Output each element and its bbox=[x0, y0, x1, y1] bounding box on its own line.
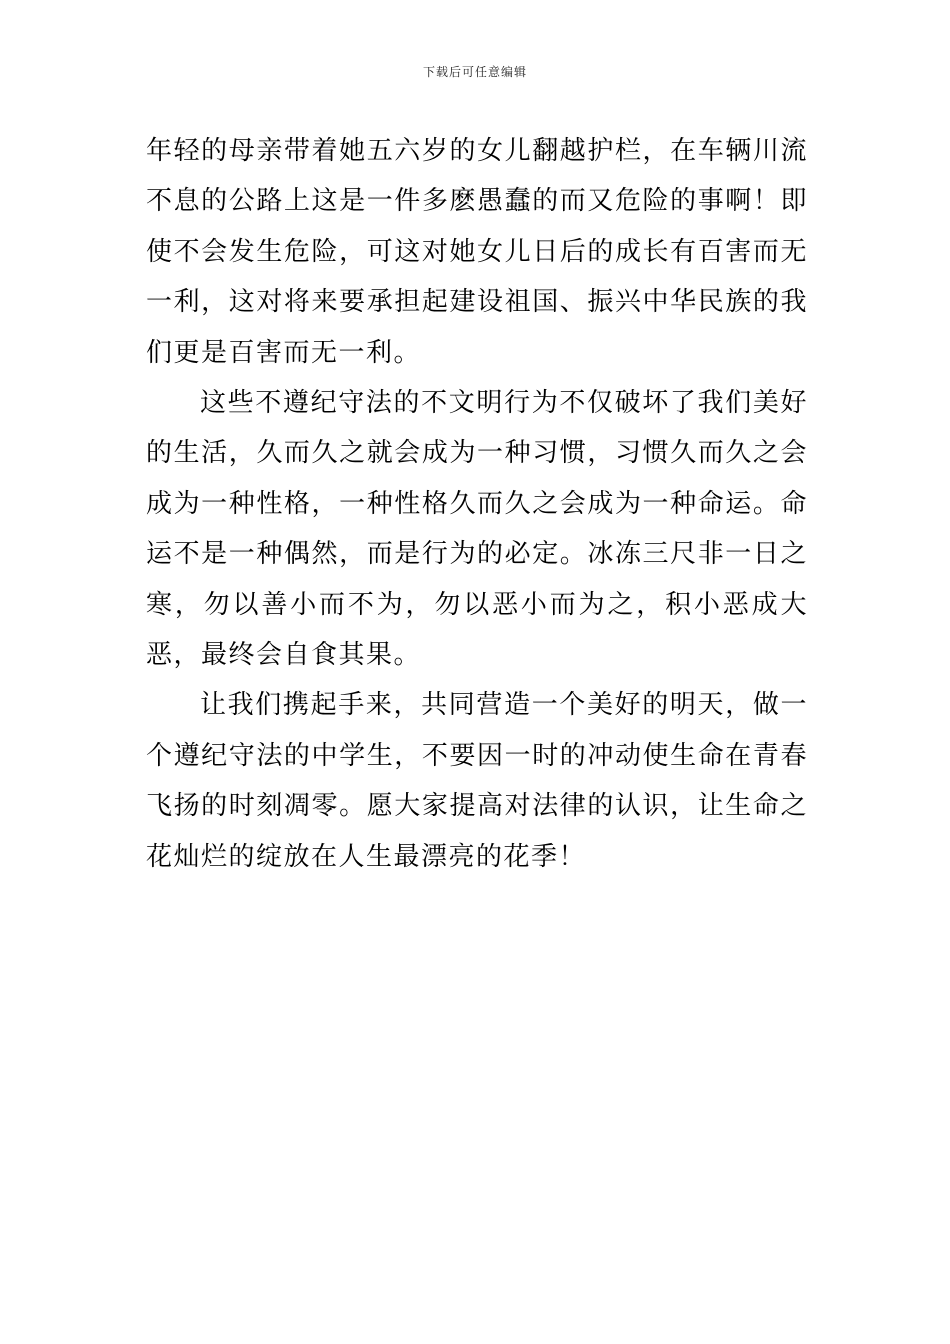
document-body bbox=[146, 126, 808, 882]
paragraph-3: 让我们携起手来，共同营造一个美好的明天，做一个遵纪守法的中学生，不要因一时的冲动使生命在青春飞扬的时刻凋零。愿大家提高对法律的认识，让生命之花灿烂的绽放在人生最漂亮的花季！ bbox=[146, 690, 808, 872]
page-header-note: 下载后可任意编辑 bbox=[422, 65, 527, 79]
paragraph-1: 年轻的母亲带着她五六岁的女儿翻越护栏，在车辆川流不息的公路上这是一件多麽愚蠢的而又危险的事啊！即使不会发生危险，可这对她女儿日后的成长有百害而无一利，这对将来要承担起建设祖国、振兴中华民族的我们更是百害而无一利。 bbox=[146, 136, 808, 368]
paragraph-2: 这些不遵纪守法的不文明行为不仅破坏了我们美好的生活，久而久之就会成为一种习惯，习惯久而久之会成为一种性格，一种性格久而久之会成为一种命运。命运不是一种偶然，而是行为的必定。冰冻三尺非一日之寒，勿以善小而不为，勿以恶小而为之，积小恶成大恶，最终会自食其果。 bbox=[146, 388, 808, 671]
